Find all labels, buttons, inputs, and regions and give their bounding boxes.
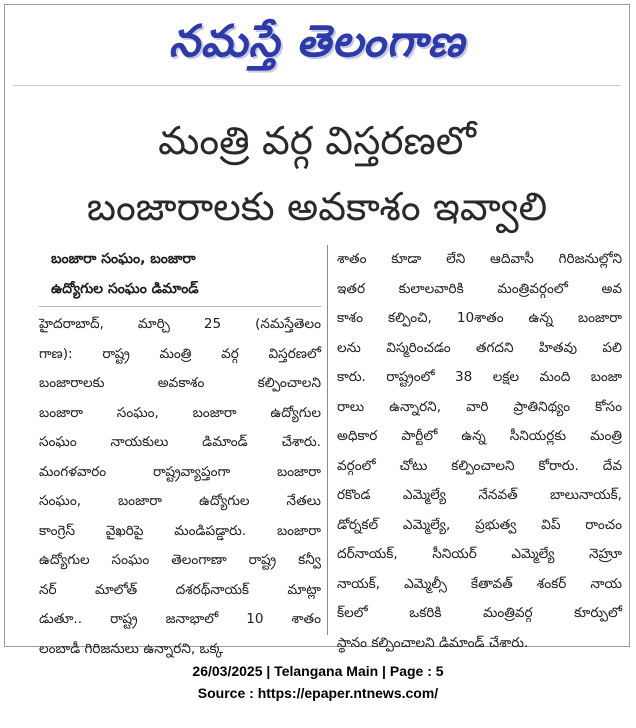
right-column-body bbox=[337, 245, 622, 658]
footer-source: Source : https://epaper.ntnews.com/ bbox=[197, 685, 439, 701]
right-line: అధికార పార్టీలో ఉన్న సీనియర్లకు మంత్రి bbox=[337, 428, 622, 444]
right-line: శాతం కూడా లేని ఆదివాసీ గిరిజనుల్లోని bbox=[337, 251, 622, 267]
newspaper-masthead: నమస్తే తెలంగాణ bbox=[168, 16, 466, 67]
right-line: వర్గంలో చోటు కల్పించాలని కోరారు. దేవ bbox=[337, 457, 622, 474]
right-line: ఇతర కులాలవారికి మంత్రివర్గంలో అవ bbox=[337, 280, 622, 297]
left-line: బంజారా సంఘం, బంజారా ఉద్యోగుల bbox=[39, 404, 321, 421]
left-line: హైదరాబాద్, మార్చి 25 (నమస్తేతెలం bbox=[39, 316, 321, 332]
clipping-footer bbox=[0, 660, 636, 704]
masthead-divider bbox=[13, 85, 621, 86]
left-line: నర్ మాలోత్ దశరథ్‌నాయక్ మాట్లా bbox=[39, 581, 321, 598]
column-divider bbox=[327, 245, 328, 635]
right-line: కాశం కల్పించి, 10శాతం ఉన్న బంజారా bbox=[337, 310, 622, 326]
left-line: లంబాడీ గిరిజనులు ఉన్నారని, ఒక్క bbox=[39, 640, 224, 657]
left-line: ఉద్యోగుల సంఘం తెలంగాణా రాష్ట్ర కన్వీ bbox=[39, 552, 321, 568]
article-column-right bbox=[337, 245, 622, 651]
left-line: సంఘం, బంజారా ఉద్యోగుల నేతలు bbox=[39, 493, 321, 509]
right-line: దర్‌నాయక్, సీనియర్ ఎమ్మెల్యే నెహ్రూ bbox=[337, 546, 622, 562]
article-column-left bbox=[39, 245, 321, 657]
right-line: కారు. రాష్ట్రంలో 38 లక్షల మంది బంజా bbox=[337, 369, 622, 385]
right-line: డోర్నకల్ ఎమ్మెల్యే, ప్రభుత్వ విప్ రాంచం bbox=[337, 516, 622, 533]
right-line: క్‌లలో ఒకరికి మంత్రివర్గ కూర్పులో bbox=[337, 605, 622, 621]
left-line: మంగళవారం రాష్ట్రవ్యాప్తంగా బంజారా bbox=[39, 463, 321, 480]
right-line: రాలు ఉన్నారని, వారి ప్రాతినిథ్యం కోసం bbox=[337, 398, 622, 415]
right-line: స్థానం కల్పించాలని డిమాండ్ చేశారు. bbox=[337, 634, 529, 651]
headline-line-1: మంత్రి వర్గ విస్తరణలో bbox=[158, 119, 476, 164]
article-subhead bbox=[39, 245, 321, 304]
right-line: నాయక్, ఎమ్మెల్సీ కేతావత్ శంకర్ నాయ bbox=[337, 575, 622, 592]
right-line: లను విస్మరించడం తగదని హితవు పలి bbox=[337, 339, 622, 356]
subhead-divider bbox=[39, 306, 321, 307]
clipping-frame bbox=[4, 4, 630, 657]
left-column-body bbox=[39, 310, 321, 664]
article-headline bbox=[15, 109, 619, 241]
footer-date-page: 26/03/2025 | Telangana Main | Page : 5 bbox=[192, 663, 444, 679]
left-line: డుతూ.. రాష్ట్ర జనాభాలో 10 శాతం bbox=[39, 611, 321, 627]
subhead-line-1: బంజారా సంఘం, బంజారా bbox=[51, 251, 196, 267]
headline-line-2: బంజారాలకు అవకాశం ఇవ్వాలి bbox=[86, 185, 548, 230]
subhead-line-2: ఉద్యోగుల సంఘం డిమాండ్ bbox=[51, 280, 199, 297]
left-line: గాణ): రాష్ట్ర మంత్రి వర్గ విస్తరణలో bbox=[39, 345, 321, 362]
right-line: రకొండ ఎమ్మెల్యే నేనవత్ బాలునాయక్, bbox=[337, 487, 622, 503]
left-line: కాంగ్రెస్ వైఖరిపై మండిపడ్డారు. బంజారా bbox=[39, 522, 321, 539]
left-line: సంఘం నాయకులు డిమాండ్ చేశారు. bbox=[39, 434, 321, 450]
left-line: బంజారాలకు అవకాశం కల్పించాలని bbox=[39, 375, 321, 391]
